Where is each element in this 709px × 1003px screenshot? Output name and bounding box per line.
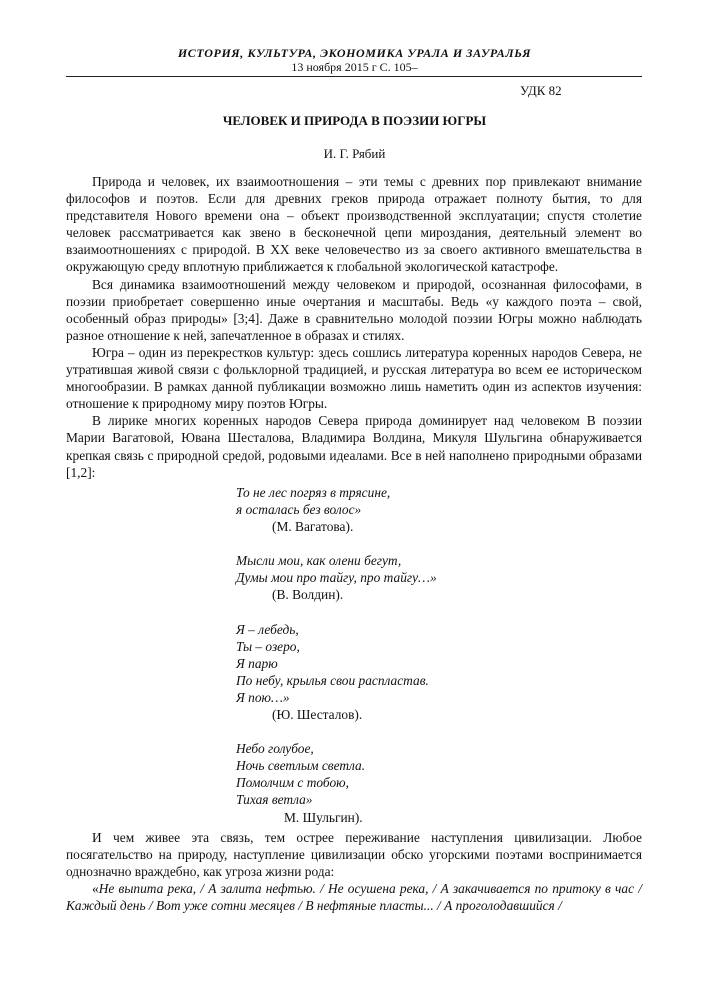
article-author: И. Г. Рябий bbox=[323, 146, 386, 161]
journal-title: ИСТОРИЯ, КУЛЬТУРА, ЭКОНОМИКА УРАЛА И ЗАУРАЛЬЯ bbox=[177, 46, 532, 60]
quotation-text: Не выпита река, / А залита нефтью. / Не осушена река, / А закачивается по притоку в час / Каждый день / Вот уже сотни месяцев / В нефтяные пласты... / А проголодавшийся / bbox=[66, 881, 642, 914]
article-title: ЧЕЛОВЕК И ПРИРОДА В ПОЭЗИИ ЮГРЫ bbox=[222, 113, 487, 128]
poem-line: Мысли мои, как олени бегут, bbox=[236, 553, 402, 569]
poem-attribution: (В. Волдин). bbox=[272, 587, 344, 603]
poem-line: Думы мои про тайгу, про тайгу…» bbox=[236, 570, 437, 586]
poem-line: Я пою…» bbox=[236, 689, 290, 705]
paragraph: И чем живее эта связь, тем острее переживание наступления цивилизации. Любое посягательство на природу, наступление цивилизации обско угорскими поэтами воспринимается однозначно враждебно, как угроза жизни рода: bbox=[66, 830, 642, 880]
poem-stanza-voldin bbox=[236, 552, 556, 603]
quote-mark: « bbox=[92, 881, 99, 897]
poem-line: То не лес погряз в трясине, bbox=[236, 485, 391, 500]
poem-line: Небо голубое, bbox=[236, 741, 314, 757]
poem-stanza-shestalov bbox=[236, 621, 556, 724]
poem-stanza-shulgin bbox=[236, 740, 556, 825]
poem-line: По небу, крылья свои распластав. bbox=[236, 672, 429, 688]
poem-line: Я парю bbox=[236, 655, 278, 671]
header-divider bbox=[66, 76, 642, 77]
paragraph: Вся динамика взаимоотношений между человеком и природой, осознанная философами, в поэзии приобретает совершенно иные очертания и масштабы. Ведь «у каждого поэта – свой, особенный образ природы» [3;4]. Даже в сравнительно молодой поэзии Югры можно наблюдать разное отношение к ней, запечатленное в образах и стилях. bbox=[66, 276, 642, 343]
udk-code: УДК 82 bbox=[520, 83, 562, 98]
poem-quotations bbox=[236, 484, 556, 843]
poem-line: Ты – озеро, bbox=[236, 638, 300, 654]
poem-line: Помолчим с тобою, bbox=[236, 775, 349, 791]
paragraph: В лирике многих коренных народов Севера природа доминирует над человеком В поэзии Марии Вагатовой, Ювана Шесталова, Владимира Волдина, Микуля Шульгина обнаруживается крепкая связь с природной средой, родовыми идеалами. Все в ней наполнено природными образами [1,2]: bbox=[66, 413, 642, 480]
poem-line: Ночь светлым светла. bbox=[236, 758, 366, 774]
poem-line: я осталась без волос» bbox=[236, 502, 362, 518]
poem-line: Тихая ветла» bbox=[236, 792, 313, 808]
poem-attribution: М. Шульгин). bbox=[284, 809, 363, 825]
verse-quotation bbox=[66, 880, 642, 914]
closing-section bbox=[66, 829, 642, 914]
paragraph: Югра – один из перекрестков культур: здесь сошлись литература коренных народов Севера, не утратившая живой связи с фольклорной традицией, и русская литература во всем ее историческом многообразии. В рамках данной публикации возможно лишь наметить один из аспектов изучения: отношение к природному миру поэтов Югры. bbox=[66, 344, 642, 412]
poem-line: Я – лебедь, bbox=[236, 621, 299, 637]
poem-stanza-vagatova bbox=[236, 484, 556, 535]
intro-section bbox=[66, 173, 642, 481]
paragraph: Природа и человек, их взаимоотношения – эти темы с древних пор привлекают внимание философов и поэтов. Если для древних греков природа отражает полноту бытия, то для представителя Нового времени она – объект производственной эксплуатации; спустя столетие человек рассматривается как звено в бесконечной цепи мироздания, деятельный элемент во взаимоотношениях с природой. В XX веке человечество из за своего активного вмешательства в окружающую среду вплотную приближается к глобальной экологической катастрофе. bbox=[66, 174, 642, 275]
poem-attribution: (Ю. Шесталов). bbox=[272, 707, 363, 723]
journal-date-pages: 13 ноября 2015 г С. 105– bbox=[291, 60, 418, 74]
poem-attribution: (М. Вагатова). bbox=[272, 519, 354, 535]
